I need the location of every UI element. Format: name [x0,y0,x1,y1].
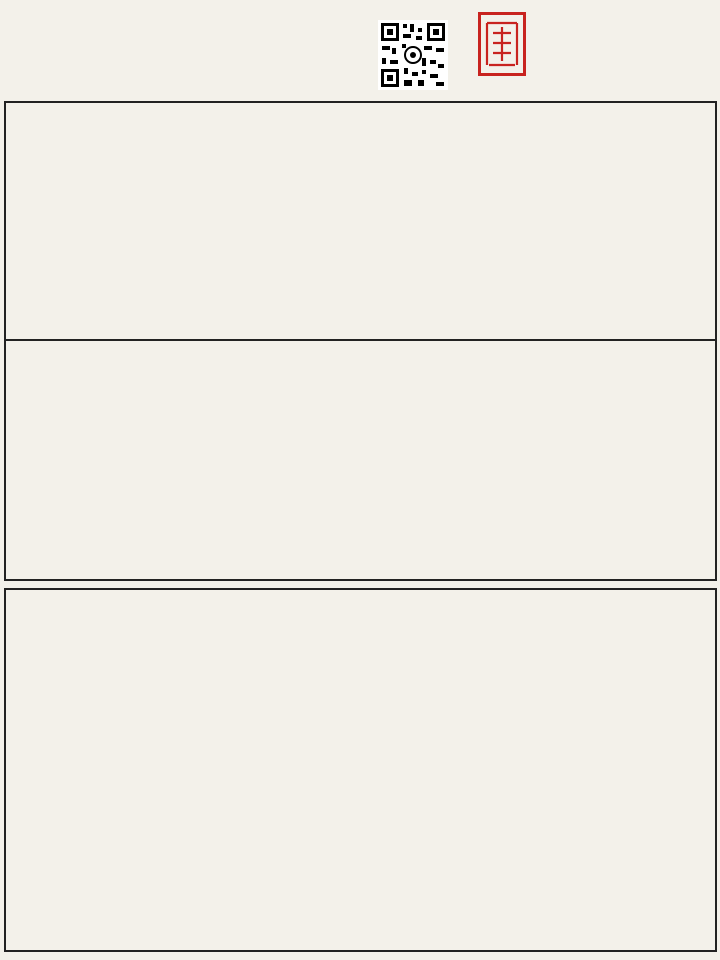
luck-cycles-panel [4,341,717,581]
header [0,0,720,100]
annual-years-panel [4,588,717,952]
seal-stamp [478,12,526,76]
four-pillars-panel [4,101,717,341]
qr-code[interactable] [378,20,448,90]
